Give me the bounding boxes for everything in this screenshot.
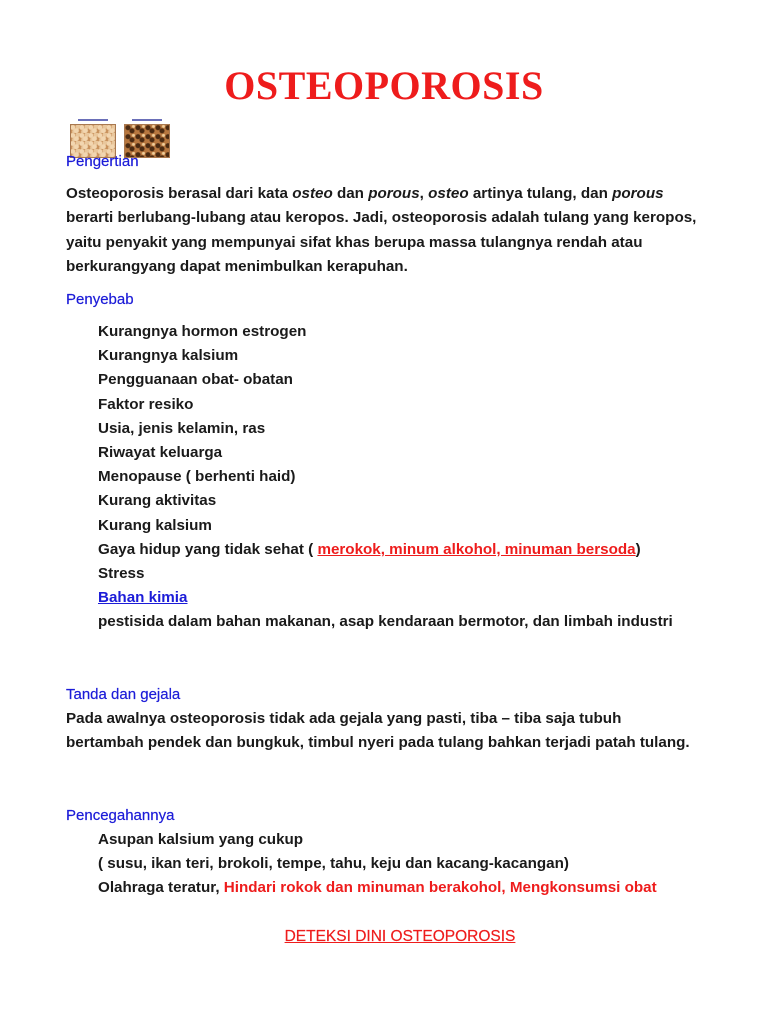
- section-title-deteksi: DETEKSI DINI OSTEOPOROSIS: [284, 928, 516, 945]
- heading-pencegahan: Pencegahannya: [66, 807, 175, 824]
- list-item: Asupan kalsium yang cukup: [98, 831, 304, 848]
- list-penyebab: [98, 320, 708, 635]
- pencegahan-highlight: Hindari rokok dan minuman berakohol, Mengkonsumsi obat: [223, 879, 657, 897]
- heading-tanda-gejala: Tanda dan gejala: [66, 686, 181, 703]
- list-item: Faktor resiko: [98, 395, 194, 413]
- list-item: ( susu, ikan teri, brokoli, tempe, tahu, keju dan kacang-kacangan): [98, 855, 569, 873]
- bone-comparison-images: [70, 118, 180, 158]
- osteoporosis-bone-image: [124, 118, 170, 158]
- bahan-kimia-link[interactable]: Bahan kimia: [98, 589, 188, 607]
- list-item: Kurang aktivitas: [98, 492, 217, 510]
- list-item-gaya-hidup: Gaya hidup yang tidak sehat ( merokok, minum alkohol, minuman bersoda): [98, 540, 641, 558]
- list-item-bahan-kimia: [98, 586, 708, 610]
- list-item: pestisida dalam bahan makanan, asap kendaraan bermotor, dan limbah industri: [98, 613, 673, 631]
- list-item: Menopause ( berhenti haid): [98, 468, 296, 486]
- paragraph-tanda-gejala: Pada awalnya osteoporosis tidak ada gejala yang pasti, tiba – tiba saja tubuh bertambah pendek dan bungkuk, timbul nyeri pada tulang bahkan terjadi patah tulang.: [66, 710, 690, 752]
- page-title: OSTEOPOROSIS: [224, 63, 544, 108]
- list-item: Kurang kalsium: [98, 516, 212, 534]
- list-item: Kurangnya kalsium: [98, 347, 239, 365]
- list-pencegahan: [98, 828, 708, 901]
- list-item-olahraga: Olahraga teratur, Hindari rokok dan minuman berakohol, Mengkonsumsi obat: [98, 879, 657, 897]
- gaya-hidup-examples: merokok, minum alkohol, minuman bersoda: [317, 540, 636, 558]
- list-item: Stress: [98, 565, 145, 583]
- heading-pengertian: Pengertian: [66, 153, 139, 170]
- normal-bone-image: [70, 118, 116, 158]
- heading-penyebab: Penyebab: [66, 291, 134, 308]
- list-item: Riwayat keluarga: [98, 444, 223, 462]
- paragraph-pengertian: Osteoporosis berasal dari kata osteo dan porous, osteo artinya tulang, dan porous berarti berlubang-lubang atau keropos. Jadi, osteoporosis adalah tulang yang keropos, yaitu penyakit yang mempunyai sifat khas berupa massa tulangnya rendah atau berkurangyang dapat menimbulkan kerapuhan.: [66, 185, 697, 276]
- list-item: Pengguanaan obat- obatan: [98, 371, 293, 389]
- list-item: Kurangnya hormon estrogen: [98, 323, 307, 340]
- list-item: Usia, jenis kelamin, ras: [98, 419, 266, 437]
